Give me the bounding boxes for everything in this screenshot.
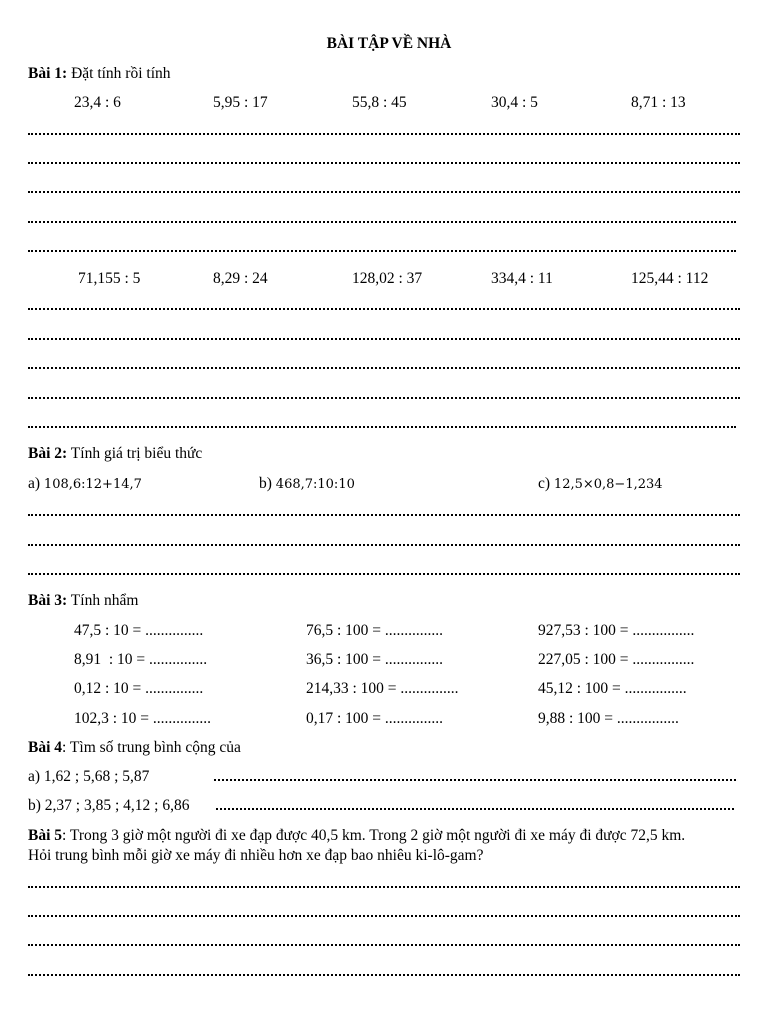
bai1-r2-c2: 8,29 : 24 — [213, 270, 268, 287]
answer-line — [28, 944, 740, 946]
bai3-text: Tính nhẩm — [70, 592, 139, 609]
bai3-r4-c3: 9,88 : 100 = ................ — [538, 710, 679, 727]
bai1-heading — [28, 66, 171, 82]
bai5-line2: Hỏi trung bình mỗi giờ xe máy đi nhiều hơn xe đạp bao nhiêu ki-lô-gam? — [28, 847, 484, 864]
bai1-label: Bài 1: — [28, 65, 68, 82]
bai1-r2-c3: 128,02 : 37 — [352, 270, 423, 287]
answer-line — [28, 573, 740, 575]
bai3-r1-c1: 47,5 : 10 = ............... — [74, 622, 204, 639]
bai4-label: Bài 4 — [28, 739, 63, 756]
answer-line — [28, 514, 740, 516]
answer-line — [28, 221, 736, 223]
bai1-r2-c5: 125,44 : 112 — [631, 270, 709, 287]
answer-line — [28, 915, 740, 917]
answer-line — [28, 974, 740, 976]
page-title: BÀI TẬP VỀ NHÀ — [326, 35, 452, 52]
answer-line — [28, 367, 740, 369]
answer-line — [28, 544, 740, 546]
bai2-c-expr: 12,5×0,8−1,234 — [553, 477, 663, 492]
bai3-r3-c1: 0,12 : 10 = ............... — [74, 680, 204, 697]
bai1-r2-c4: 334,4 : 11 — [491, 270, 553, 287]
bai2-heading — [28, 446, 202, 462]
bai1-r1-c4: 30,4 : 5 — [491, 94, 538, 111]
bai2-b-prefix: b) — [259, 475, 272, 492]
bai2-c-prefix: c) — [538, 475, 551, 492]
bai4-heading — [28, 740, 241, 756]
answer-line — [28, 133, 740, 135]
bai2-text: Tính giá trị biểu thức — [70, 445, 203, 462]
answer-line — [28, 308, 740, 310]
bai2-item-c — [538, 476, 663, 492]
answer-line — [28, 397, 740, 399]
bai2-a-prefix: a) — [28, 475, 41, 492]
bai3-r3-c3: 45,12 : 100 = ................ — [538, 680, 687, 697]
answer-line — [216, 808, 734, 810]
bai3-heading — [28, 593, 138, 609]
bai3-r1-c2: 76,5 : 100 = ............... — [306, 622, 444, 639]
bai2-item-a — [28, 476, 142, 492]
bai3-r1-c3: 927,53 : 100 = ................ — [538, 622, 695, 639]
answer-line — [28, 338, 740, 340]
bai3-r4-c2: 0,17 : 100 = ............... — [306, 710, 444, 727]
bai4-a: a) 1,62 ; 5,68 ; 5,87 — [28, 768, 150, 785]
answer-line — [214, 779, 736, 781]
bai1-r1-c5: 8,71 : 13 — [631, 94, 686, 111]
bai2-a-expr: 108,6:12+14,7 — [43, 477, 142, 492]
bai3-r3-c2: 214,33 : 100 = ............... — [306, 680, 459, 697]
answer-line — [28, 250, 736, 252]
bai5-line1 — [28, 828, 685, 844]
bai3-r2-c2: 36,5 : 100 = ............... — [306, 651, 444, 668]
bai1-r1-c1: 23,4 : 6 — [74, 94, 121, 111]
bai1-r2-c1: 71,155 : 5 — [78, 270, 141, 287]
bai3-r2-c3: 227,05 : 100 = ................ — [538, 651, 695, 668]
bai2-label: Bài 2: — [28, 445, 68, 462]
answer-line — [28, 886, 740, 888]
bai1-r1-c3: 55,8 : 45 — [352, 94, 407, 111]
bai4-b: b) 2,37 ; 3,85 ; 4,12 ; 6,86 — [28, 797, 190, 814]
bai1-text: Đặt tính rồi tính — [71, 65, 171, 82]
answer-line — [28, 162, 740, 164]
bai4-text: : Tìm số trung bình cộng của — [62, 739, 241, 756]
answer-line — [28, 191, 740, 193]
bai5-text-1: : Trong 3 giờ một người đi xe đạp được 40,5 km. Trong 2 giờ một người đi xe máy đi được 72,5 km. — [62, 827, 686, 844]
answer-line — [28, 426, 736, 428]
bai2-b-expr: 468,7:10:10 — [275, 477, 355, 492]
bai5-label: Bài 5 — [28, 827, 63, 844]
bai1-r1-c2: 5,95 : 17 — [213, 94, 268, 111]
bai3-r4-c1: 102,3 : 10 = ............... — [74, 710, 212, 727]
bai3-r2-c1: 8,91 : 10 = ............... — [74, 651, 208, 668]
bai2-item-b — [259, 476, 355, 492]
bai3-label: Bài 3: — [28, 592, 68, 609]
